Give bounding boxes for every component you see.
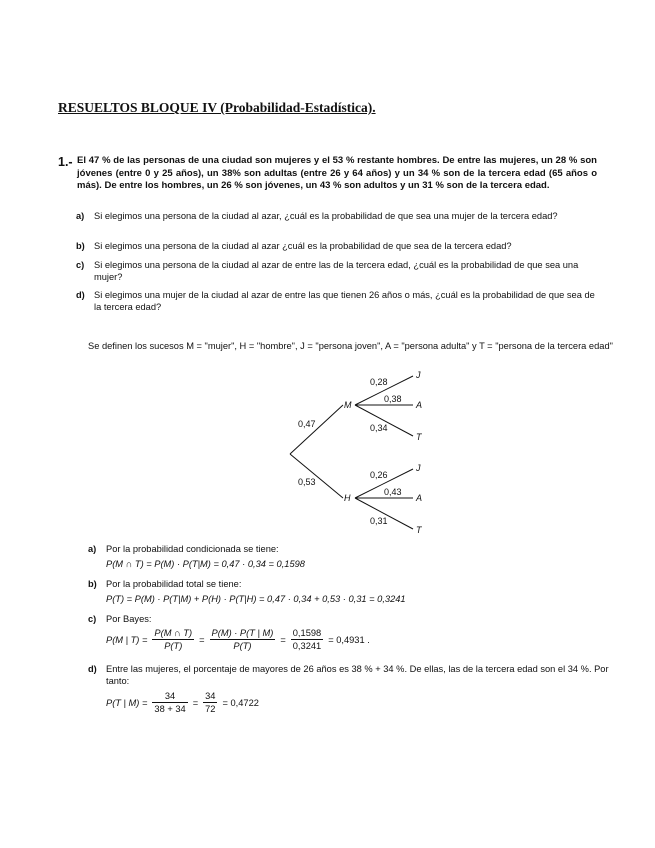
fraction-c2-numerator: P(M) · P(T | M) [211, 628, 274, 638]
solution-d-intro: Entre las mujeres, el porcentaje de mayores de 26 años es 38 % + 34 %. De ellas, las de la tercera edad son el 34 %. Por tanto: [106, 664, 609, 686]
tree-prob-h-a: 0,43 [384, 487, 402, 497]
question-a-label: a) [76, 211, 85, 221]
solution-d [88, 664, 614, 687]
tree-prob-m-j: 0,28 [370, 377, 388, 387]
solution-c [88, 614, 152, 626]
fraction-d2-denominator: 72 [205, 704, 216, 714]
solution-b-intro: Por la probabilidad total se tiene: [106, 579, 242, 589]
solution-c-label: c) [88, 614, 97, 624]
page-title: RESUELTOS BLOQUE IV (Probabilidad-Estadística). [58, 100, 376, 115]
question-b-label: b) [76, 241, 85, 251]
tree-prob-m-a: 0,38 [384, 394, 402, 404]
question-a [76, 211, 599, 223]
tree-prob-m: 0,47 [298, 419, 316, 429]
solution-c-formula [106, 627, 370, 652]
solution-d-formula [106, 690, 259, 715]
tree-node-h: H [344, 493, 351, 503]
tree-node-m: M [344, 400, 352, 410]
fraction-d2-numerator: 34 [205, 691, 216, 701]
solution-a-formula: P(M ∩ T) = P(M) · P(T|M) = 0,47 · 0,34 = 0,1598 [106, 559, 305, 569]
question-b-text: Si elegimos una persona de la ciudad al azar ¿cuál es la probabilidad de que sea de la tercera edad? [94, 241, 512, 251]
fraction-c2-denominator: P(T) [233, 641, 252, 651]
tree-node-h-t: T [416, 525, 422, 534]
tree-node-h-j: J [416, 463, 421, 473]
equals-sign: = [280, 634, 286, 645]
tree-node-m-j: J [416, 370, 421, 380]
question-b [76, 241, 599, 253]
fraction-c3 [291, 627, 323, 652]
question-d-label: d) [76, 290, 85, 300]
tree-prob-h-t: 0,31 [370, 516, 388, 526]
tree-prob-m-t: 0,34 [370, 423, 388, 433]
solution-c-intro: Por Bayes: [106, 614, 152, 624]
solution-b-formula: P(T) = P(M) · P(T|M) + P(H) · P(T|H) = 0,47 · 0,34 + 0,53 · 0,31 = 0,3241 [106, 594, 406, 604]
question-d-text: Si elegimos una mujer de la ciudad al azar de entre las que tienen 26 años o más, ¿cuál es la probabilidad de que sea de la tercera edad? [94, 290, 595, 312]
tree-prob-h: 0,53 [298, 477, 316, 487]
fraction-c1 [152, 627, 194, 652]
question-c [76, 260, 599, 283]
solution-d-result: = 0,4722 [222, 697, 259, 708]
tree-branch-m [290, 405, 343, 454]
fraction-d2 [203, 690, 217, 715]
fraction-d1-numerator: 34 [152, 690, 187, 703]
fraction-c1-numerator: P(M ∩ T) [154, 628, 193, 638]
solution-c-lhs: P(M | T) = [106, 634, 148, 645]
solution-a-label: a) [88, 544, 97, 554]
tree-node-m-t: T [416, 432, 422, 442]
fraction-c3-numerator: 0,1598 [292, 628, 322, 638]
tree-prob-h-j: 0,26 [370, 470, 388, 480]
solution-a-intro: Por la probabilidad condicionada se tiene: [106, 544, 279, 554]
equals-sign: = [192, 697, 199, 708]
fraction-d1-denominator: 38 + 34 [154, 704, 186, 714]
question-c-text: Si elegimos una persona de la ciudad al azar de entre las de la tercera edad, ¿cuál es la probabilidad de que sea una mujer? [94, 260, 579, 282]
problem-number: 1.- [58, 155, 73, 169]
problem-statement: El 47 % de las personas de una ciudad son mujeres y el 53 % restante hombres. De entre las mujeres, un 28 % son jóvenes (entre 0 y 25 años), un 38% son adultas (entre 26 y 64 años) y un 34 % son de la tercera edad (65 años o más). De entre los hombres, un 26 % son jóvenes, un 43 % son adultos y un 31 % son de la tercera edad. [77, 155, 597, 191]
fraction-c1-denominator: P(T) [164, 641, 183, 651]
solution-b [88, 579, 242, 591]
events-definition: Se definen los sucesos M = "mujer", H = "hombre", J = "persona joven", A = "persona adulta" y T = "persona de la tercera edad" [88, 341, 613, 351]
tree-branch-h [290, 454, 343, 498]
fraction-d1 [152, 690, 187, 715]
solution-a [88, 544, 279, 556]
fraction-c3-denominator: 0,3241 [292, 641, 322, 651]
tree-node-m-a: A [416, 400, 423, 410]
tree-node-h-a: A [416, 493, 423, 503]
question-a-text: Si elegimos una persona de la ciudad al azar, ¿cuál es la probabilidad de que sea una mujer de la tercera edad? [94, 211, 558, 221]
question-d [76, 290, 599, 313]
fraction-c2 [210, 627, 276, 652]
probability-tree [280, 364, 440, 534]
solution-b-label: b) [88, 579, 97, 589]
solution-c-result: = 0,4931 . [328, 634, 370, 645]
solution-d-lhs: P(T | M) = [106, 697, 148, 708]
solution-d-label: d) [88, 664, 97, 674]
question-c-label: c) [76, 260, 85, 270]
equals-sign: = [199, 634, 205, 645]
